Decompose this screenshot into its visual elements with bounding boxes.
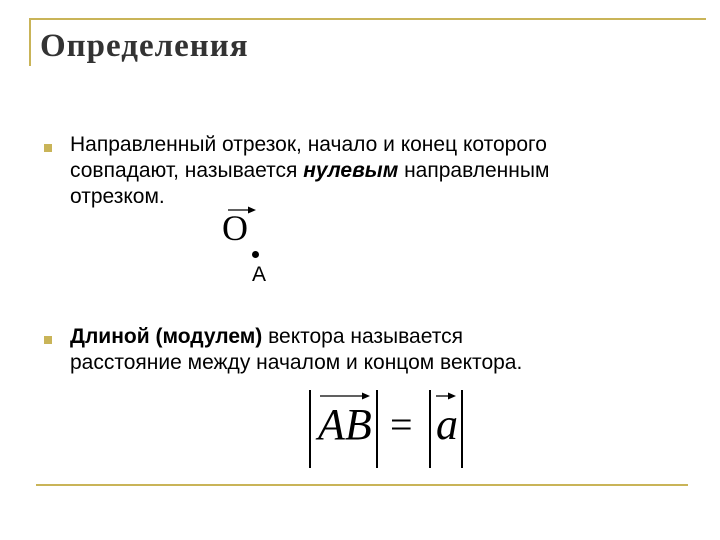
point-label: A <box>252 263 267 286</box>
definition-paragraph-length <box>70 324 710 376</box>
emphasized-term: нулевым <box>303 159 399 182</box>
paragraph-text: совпадают, называется <box>70 159 304 182</box>
paragraph-line <box>70 158 710 184</box>
bullet-marker <box>44 336 52 344</box>
paragraph-line: Направленный отрезок, начало и конец которого <box>70 133 547 156</box>
paragraph-line: расстояние между началом и концом вектора. <box>70 351 523 374</box>
slide-title: Определения <box>40 28 249 64</box>
zero-vector-letter: O <box>222 208 248 248</box>
bullet-marker <box>44 144 52 152</box>
paragraph-text: направленным <box>398 159 550 182</box>
bottom-rule <box>36 484 688 486</box>
paragraph-text: вектора называется <box>262 325 463 348</box>
point-dot <box>252 251 259 258</box>
paragraph-line <box>70 324 710 350</box>
formula-vector-a: a <box>436 400 458 449</box>
definition-paragraph-zero-vector <box>70 132 710 210</box>
side-rule <box>29 18 31 66</box>
paragraph-line: отрезком. <box>70 185 165 208</box>
emphasized-term: Длиной (модулем) <box>70 325 263 348</box>
formula-equals-sign: = <box>390 402 413 447</box>
formula-vector-ab: AB <box>318 400 372 449</box>
top-rule <box>30 18 706 20</box>
